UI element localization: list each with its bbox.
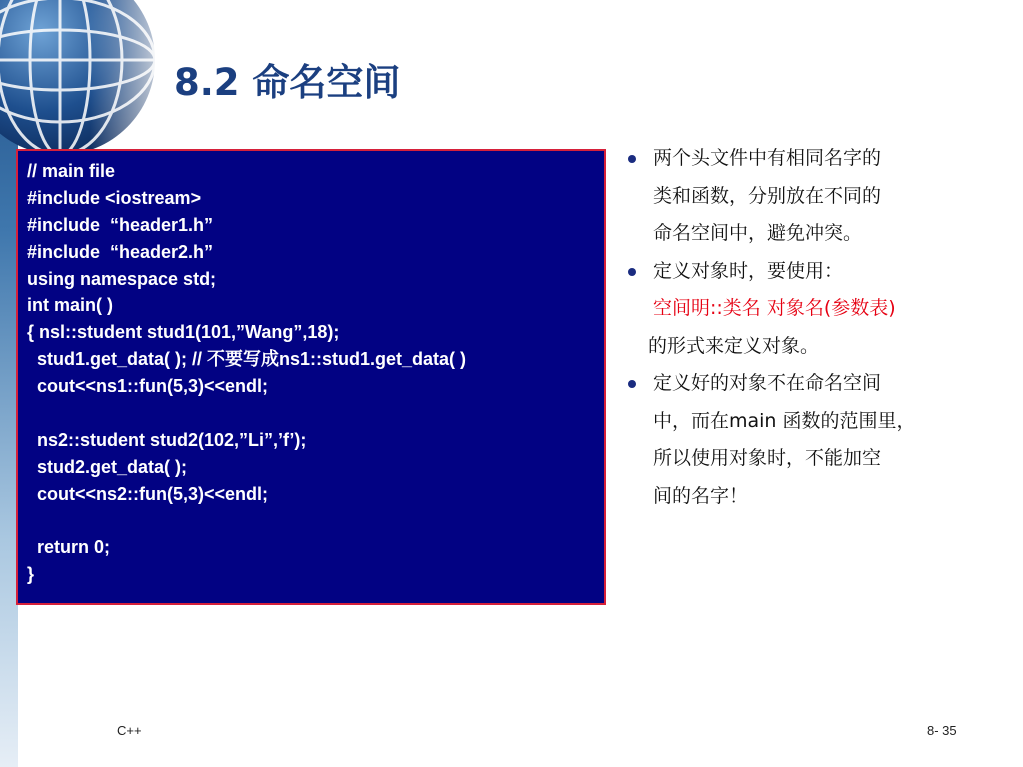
bullet-text: 类和函数，分别放在不同的 bbox=[653, 184, 882, 207]
code-line: #include “header2.h” bbox=[27, 241, 214, 262]
code-line: { nsl::student stud1(101,”Wang”,18); bbox=[27, 322, 340, 343]
bullet-text: 中，而在main 函数的范围里， bbox=[653, 409, 916, 432]
code-line: using namespace std; bbox=[27, 268, 217, 289]
bullet-text: 命名空间中，避免冲突。 bbox=[653, 222, 863, 244]
code-line: stud1.get_data( ); // 不要写成ns1::stud1.get_data( ) bbox=[27, 349, 467, 370]
bullet-dot-icon bbox=[628, 380, 636, 388]
bullet-item bbox=[626, 140, 1006, 253]
code-line: } bbox=[27, 564, 35, 585]
code-line: int main( ) bbox=[27, 295, 113, 316]
bullet-list bbox=[626, 140, 1006, 515]
code-line: cout<<ns2::fun(5,3)<<endl; bbox=[27, 483, 269, 504]
footer-course-label: C++ bbox=[117, 723, 142, 738]
code-line: stud2.get_data( ); bbox=[27, 456, 188, 477]
code-line: cout<<ns1::fun(5,3)<<endl; bbox=[27, 376, 269, 397]
slide-title: 8.2 命名空间 bbox=[174, 61, 401, 104]
syntax-highlight: 空间明::类名 对象名(参数表) bbox=[653, 297, 896, 319]
bullet-dot-icon bbox=[628, 155, 636, 163]
bullet-text: 定义好的对象不在命名空间 bbox=[653, 372, 882, 394]
code-line: #include <iostream> bbox=[27, 187, 202, 208]
code-block bbox=[16, 149, 606, 605]
bullet-text: 所以使用对象时，不能加空 bbox=[653, 447, 882, 469]
code-line bbox=[27, 508, 604, 535]
bullet-item bbox=[626, 253, 1006, 328]
code-line bbox=[27, 400, 604, 427]
code-line: #include “header1.h” bbox=[27, 214, 214, 235]
bullet-item bbox=[626, 365, 1006, 515]
bullet-text: 间的名字！ bbox=[653, 484, 749, 507]
footer-page-number: 8- 35 bbox=[927, 723, 957, 738]
globe-logo-icon bbox=[0, 0, 180, 150]
bullet-continuation: 的形式来定义对象。 bbox=[648, 334, 820, 357]
bullet-dot-icon bbox=[628, 268, 636, 276]
code-line: return 0; bbox=[27, 537, 111, 558]
code-line: // main file bbox=[27, 161, 116, 181]
bullet-text: 两个头文件中有相同名字的 bbox=[653, 147, 882, 169]
code-line: ns2::student stud2(102,”Li”,’f’); bbox=[27, 429, 307, 450]
bullet-text: 定义对象时，要使用： bbox=[653, 259, 844, 282]
